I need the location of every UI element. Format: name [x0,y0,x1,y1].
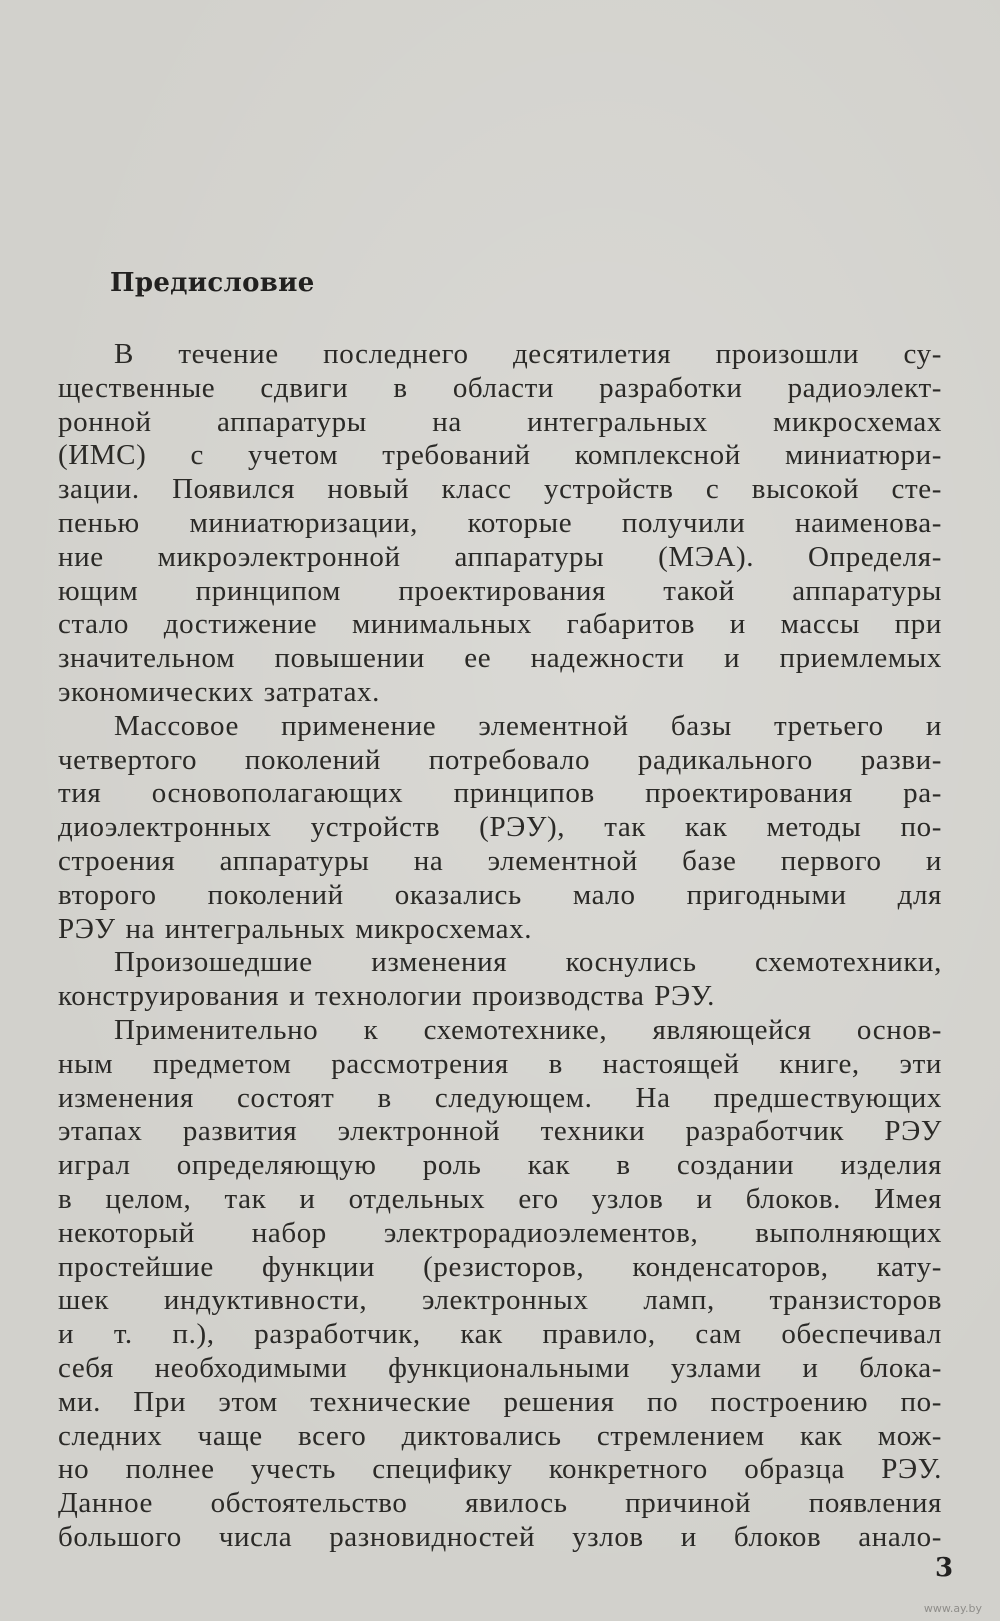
text-line: ющим принципом проектирования такой аппаратуры [58,574,942,607]
text-line: строения аппаратуры на элементной базе первого и [58,844,942,877]
text-line: экономических затратах. [58,675,380,708]
text-line: (ИМС) с учетом требований комплексной миниатюри- [58,439,942,472]
text-line: некоторый набор электрорадиоэлементов, выполняющих [58,1216,942,1249]
text-line: ние микроэлектронной аппаратуры (МЭА). Определя- [58,540,942,573]
watermark: www.ay.by [923,1602,982,1615]
text-line: Массовое применение элементной базы третьего и [114,709,942,742]
text-line: этапах развития электронной техники разработчик РЭУ [58,1115,942,1148]
text-line: большого числа разновидностей узлов и блоков анало- [58,1520,942,1553]
text-line: шек индуктивности, электронных ламп, транзисторов [58,1284,942,1317]
text-line: простейшие функции (резисторов, конденсаторов, кату- [58,1250,942,1283]
text-line: в целом, так и отдельных его узлов и блоков. Имея [58,1182,942,1215]
text-line: и т. п.), разработчик, как правило, сам обеспечивал [58,1318,942,1351]
text-line: тия основополагающих принципов проектирования ра- [58,777,942,810]
text-line: следних чаще всего диктовались стремлением как мож- [58,1419,942,1452]
text-line: стало достижение минимальных габаритов и массы при [58,608,942,641]
text-line: диоэлектронных устройств (РЭУ), так как методы по- [58,811,942,844]
text-line: РЭУ на интегральных микросхемах. [58,912,533,945]
text-line: играл определяющую роль как в создании изделия [58,1149,942,1182]
text-line: щественные сдвиги в области разработки радиоэлект- [58,371,942,404]
text-line: Данное обстоятельство явилось причиной появления [58,1487,942,1520]
text-line: ронной аппаратуры на интегральных микросхемах [58,405,942,438]
text-line: конструирования и технологии производства РЭУ. [58,980,716,1013]
text-line: Применительно к схемотехнике, являющейся основ- [114,1013,942,1046]
body-text [58,338,942,1555]
text-line: ным предметом рассмотрения в настоящей книге, эти [58,1047,942,1080]
text-line: второго поколений оказались мало пригодными для [58,878,942,911]
text-line: четвертого поколений потребовало радикального разви- [58,743,942,776]
text-line: себя необходимыми функциональными узлами и блока- [58,1351,942,1384]
text-line: зации. Появился новый класс устройств с высокой сте- [58,473,942,506]
text-line: Произошедшие изменения коснулись схемотехники, [114,946,942,979]
page-number: 3 [935,1553,954,1583]
text-line: значительном повышении ее надежности и приемлемых [58,642,942,675]
text-line: пенью миниатюризации, которые получили наименова- [58,506,942,539]
text-line: В течение последнего десятилетия произошли су- [114,338,942,370]
section-heading: Предисловие [110,268,315,298]
text-line: изменения состоят в следующем. На предшествующих [58,1081,942,1114]
text-line: но полнее учесть специфику конкретного образца РЭУ. [58,1453,942,1486]
text-line: ми. При этом технические решения по построению по- [58,1385,942,1418]
